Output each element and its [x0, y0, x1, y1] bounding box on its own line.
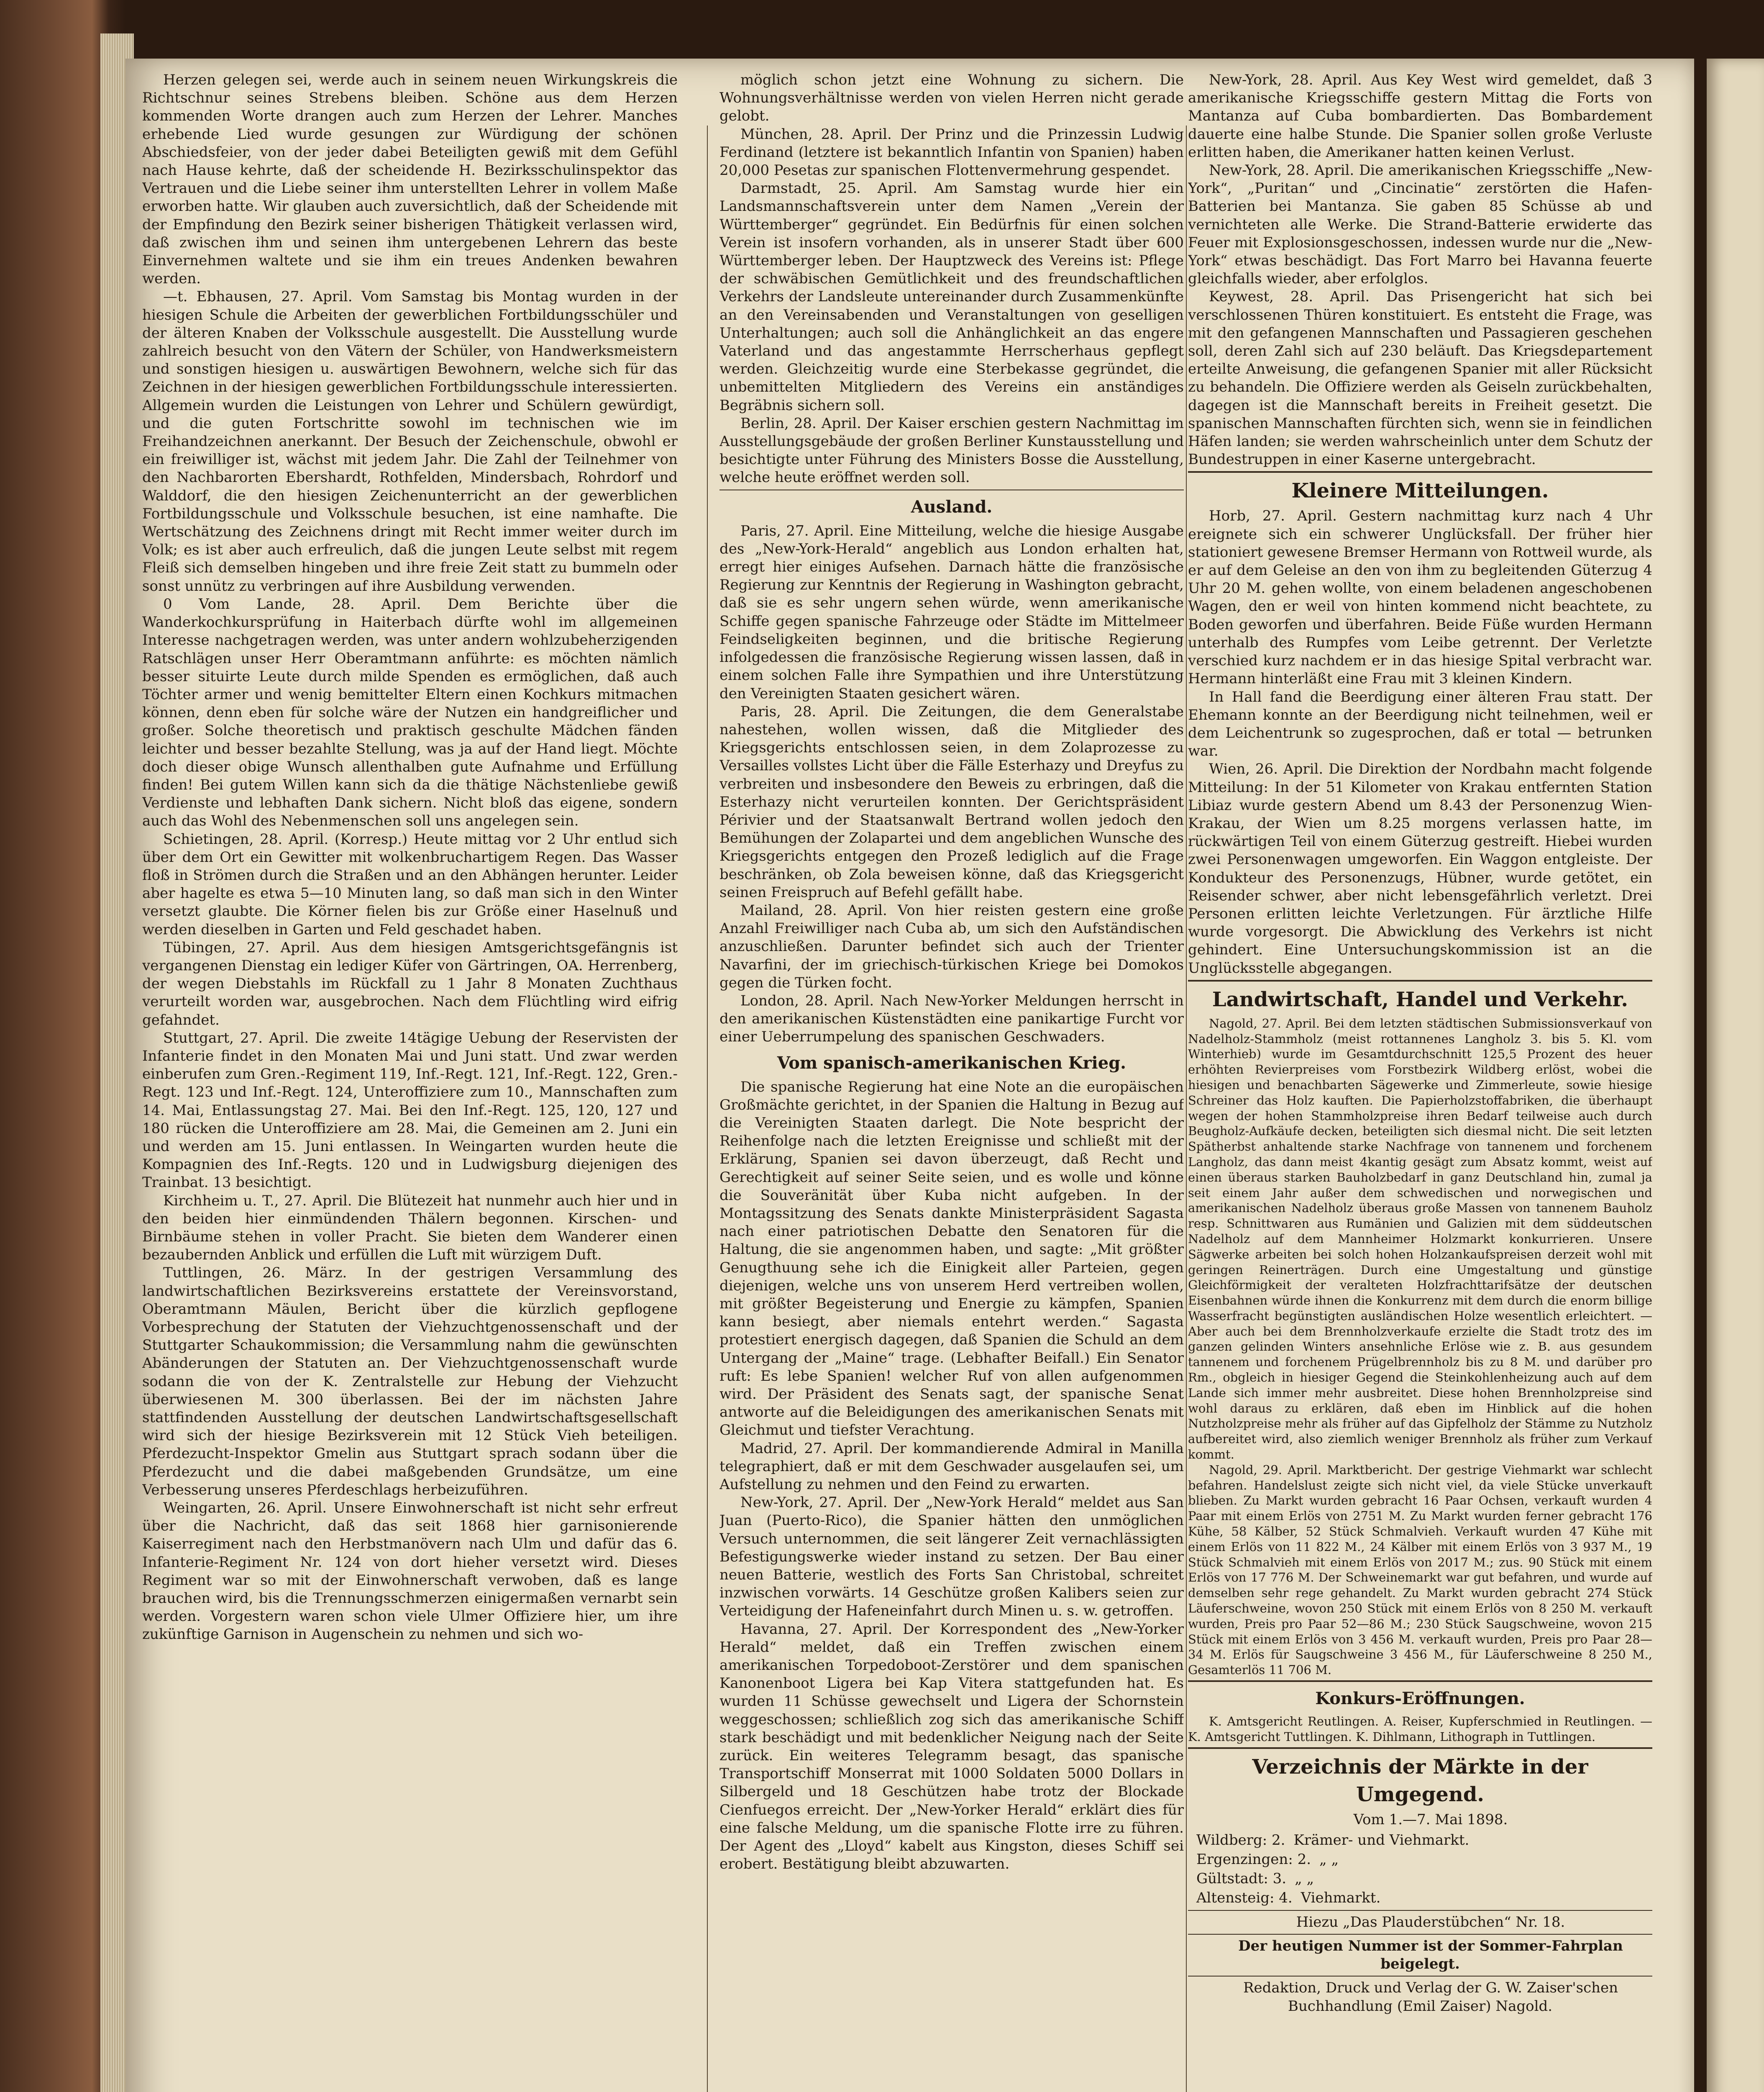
market-type: Viehmarkt.	[1301, 1889, 1381, 1906]
section-divider	[1188, 1934, 1652, 1935]
article-paragraph: Darmstadt, 25. April. Am Samstag wurde hier ein Landsmannschaftsverein unter dem Namen „Verein der Württemberger“ gegründet. Ein Bedürfnis für einen solchen Verein ist insofern vorhanden, als in unserer Stadt über 600 Württemberger leben. Der Hauptzweck des Vereins ist: Pflege der schwäbischen Gemütlichkeit und des freundschaftlichen Verkehrs der Landsleute untereinander durch Zusammenkünfte an den Vereinsabenden und Veranstaltungen von geselligen Unterhaltungen; auch soll die Anhänglichkeit an das engere Vaterland und das angestammte Herrscherhaus gepflegt werden. Gleichzeitig wurde eine Sterbekasse gegründet, die unbemittelten Mitgliedern des Vereins ein anständiges Begräbnis sichern soll.	[719, 180, 1184, 414]
section-divider	[1188, 1747, 1652, 1749]
article-paragraph: Mailand, 28. April. Von hier reisten gestern eine große Anzahl Freiwilliger nach Cuba ab, um sich den Aufständischen anzuschließen. Darunter befindet sich auch der Trienter Navarfini, der im griechisch-türkischen Kriege bei Domokos gegen die Türken focht.	[719, 902, 1184, 991]
market-type: Krämer- und Viehmarkt.	[1293, 1831, 1470, 1848]
section-heading-kleinere: Kleinere Mitteilungen.	[1291, 479, 1549, 503]
next-page-edge	[1707, 59, 1764, 2092]
markets-list	[1196, 1830, 1652, 1907]
article-paragraph: Berlin, 28. April. Der Kaiser erschien gestern Nachmittag im Ausstellungsgebäude der großen Berliner Kunstausstellung und besichtigte unter Führung des Ministers Bosse die Ausstellung, welche heute eröffnet werden soll.	[719, 415, 1184, 486]
timetable-notice: Der heutigen Nummer ist der Sommer-Fahrplan beigelegt.	[1238, 1938, 1623, 1973]
imprint: Redaktion, Druck und Verlag der G. W. Zaiser'schen Buchhandlung (Emil Zaiser) Nagold.	[1243, 1979, 1618, 2015]
section-heading-konkurs: Konkurs-Eröffnungen.	[1315, 1689, 1525, 1709]
article-paragraph: Nagold, 27. April. Bei dem letzten städtischen Submissionsverkauf von Nadelholz-Stammholz (meist rottannenes Langholz 3. bis 5. Kl. vom Winterhieb) wurde im Gesamtdurchschnitt 125,5 Prozent des heuer erhöhten Revierpreises vom Forstbezirk Wildberg erlöst, wobei die hiesigen und benachbarten Sägewerke und Zimmerleute, sowie hiesige Schreiner das Holz kauften. Die Papierholzstoffabriken, die überhaupt wegen der hohen Stammholzpreise ihren Bedarf teilweise auch durch Beugholz-Aufkäufe decken, beteiligten sich diesmal nicht. Die seit letzten Spätherbst anhaltende starke Nachfrage von tannenem und forchenem Langholz, das dann meist 4kantig gesägt zum Absatz kommt, weist auf einen überaus starken Bauholzbedarf in ganz Deutschland hin, zumal ja seit einem Jahr außer dem schwedischen und norwegischen und amerikanischen Nadelholz überaus große Massen von tannenem Bauholz resp. Schnittwaren aus Rumänien und Galizien mit dem süddeutschen Nadelholz auf dem Mannheimer Holzmarkt konkurrieren. Unsere Sägwerke arbeiten bei solch hohen Holzankaufspreisen derzeit wohl mit geringen Reinerträgen. Durch eine Umgestaltung und günstige Gleichförmigkeit der veralteten Holzfrachttarifsätze der deutschen Eisenbahnen würde ihnen die Konkurrenz mit dem durch die enorm billige Wasserfracht begünstigten ausländischen Holze wesentlich erleichtert. — Aber auch bei dem Brennholzverkaufe erzielte die Stadt trotz des im ganzen gelinden Winters ansehnliche Erlöse wie z. B. aus gesundem tannenem und forchenem Prügelbrennholz bis zu 8 M. und darüber pro Rm., obgleich in hiesiger Gegend die Steinkohlenheizung auch auf dem Lande sich immer mehr ausbreitet. Diese hohen Brennholzpreise sind wohl daraus zu erklären, daß eben im Hinblick auf die hohen Nutzholzpreise mehr als früher auf das Gipfelholz der Stämme zu Nutzholz aufbereitet wird, also ziemlich weniger Brennholz als früher zum Verkauf kommt.	[1188, 1016, 1652, 1462]
market-place: Altensteig: 4.	[1196, 1889, 1293, 1906]
section-divider	[1188, 1680, 1652, 1682]
column-1	[142, 71, 678, 2092]
article-paragraph: —t. Ebhausen, 27. April. Vom Samstag bis Montag wurden in der hiesigen Schule die Arbeiten der gewerblichen Fortbildungsschüler und der älteren Knaben der Volksschule ausgestellt. Die Ausstellung wurde zahlreich besucht von den Vätern der Schüler, von Handwerksmeistern und sonstigen hiesigen u. auswärtigen Bewohnern, welche sich für das Zeichnen in der hiesigen gewerblichen Fortbildungsschule interessierten. Allgemein wurden die Leistungen von Lehrer und Schülern gewürdigt, und die guten Fortschritte sowohl im technischen wie im Freihandzeichnen anerkannt. Der Besuch der Zeichenschule, obwohl er ein freiwilliger ist, wächst mit jedem Jahr. Die Zahl der Teilnehmer von den Nachbarorten Ebershardt, Rothfelden, Mindersbach, Rohrdorf und Walddorf, die den hiesigen Zeichenunterricht an der gewerblichen Fortbildungsschule und Volksschule besuchen, ist eine namhafte. Die Wertschätzung des Zeichnens dringt mit Recht immer weiter durch im Volk; es ist aber auch erfreulich, daß die jungen Leute selbst mit regem Fleiß sich demselben hingeben und ihre freie Zeit statt zu bummeln oder sonst unnütz zu verbringen auf ihre Ausbildung verwenden.	[142, 288, 678, 595]
article-paragraph: Horb, 27. April. Gestern nachmittag kurz nach 4 Uhr ereignete sich ein schwerer Unglücksfall. Der früher hier stationiert gewesene Bremser Hermann von Rottweil wurde, als er auf dem Geleise an den von ihm zu begleitenden Güterzug 4 Uhr 20 M. gehen wollte, von einem beladenen angeschobenen Wagen, den er weil von hinten kommend nicht beachtete, zu Boden geworfen und überfahren. Beide Füße wurden Hermann unterhalb des Rumpfes vom Leibe getrennt. Der Verletzte verschied kurz nachdem er in das hiesige Spital verbracht war. Hermann hinterläßt eine Frau mit 3 kleinen Kindern.	[1188, 508, 1652, 687]
column-2	[719, 71, 1184, 2092]
article-paragraph: Keywest, 28. April. Das Prisengericht hat sich bei verschlossenen Thüren konstituiert. Es entsteht die Frage, was mit den gefangenen Mannschaften und Passagieren geschehen soll, deren Zahl sich auf 230 beläuft. Das Kriegsdepartement erteilte Anweisung, die gefangenen Spanier mit aller Rücksicht zu behandeln. Die Offiziere werden als Geiseln zurückbehalten, dagegen ist die Mannschaft bereits in Freiheit gesetzt. Die spanischen Mannschaften fürchten sich, wenn sie in feindlichen Häfen landen; sie werden wahrscheinlich unter dem Schutz der Bundestruppen in einer Kaserne untergebracht.	[1188, 288, 1652, 468]
article-paragraph: Paris, 27. April. Eine Mitteilung, welche die hiesige Ausgabe des „New-York-Herald“ angeblich aus London erhalten hat, erregt hier einiges Aufsehen. Darnach hätte die französische Regierung zur Kenntnis der Regierung in Washington gebracht, daß sie es sehr ungern sehen würde, wenn amerikanische Schiffe gegen spanische Fahrzeuge oder Städte im Mittelmeer Feindseligkeiten beginnen, und die britische Regierung infolgedessen die französische Regierung wissen lassen, daß in einem solchen Falle ihre Sympathien und ihre Unterstützung den Vereinigten Staaten gesichert wären.	[719, 522, 1184, 702]
section-heading-markte: Verzeichnis der Märkte in der Umgegend.	[1252, 1755, 1588, 1806]
market-row	[1196, 1888, 1652, 1907]
article-paragraph: Tuttlingen, 26. März. In der gestrigen Versammlung des landwirtschaftlichen Bezirksvereins erstattete der Vereinsvorstand, Oberamtmann Mäulen, Bericht über die kürzlich gepflogene Vorbesprechung der Statuten der Viehzuchtgenossenschaft und der Stuttgarter Schaukommission; die Versammlung nahm die gewünschten Abänderungen der Statuten an. Der Viehzuchtgenossenschaft wurde sodann die von der K. Zentralstelle zur Hebung der Viehzucht überwiesenen M. 300 überlassen. Bei der im nächsten Jahre stattfindenden Ausstellung der deutschen Landwirtschaftsgesellschaft wird sich der hiesige Bezirksverein mit 12 Stück Vieh beteiligen. Pferdezucht-Inspektor Gmelin aus Stuttgart sprach sodann über die Pferdezucht und die dabei maßgebenden Grundsätze, um eine Verbesserung unseres Pferdeschlags herbeizuführen.	[142, 1264, 678, 1498]
section-heading-krieg: Vom spanisch-amerikanischen Krieg.	[777, 1053, 1127, 1073]
article-paragraph: Kirchheim u. T., 27. April. Die Blütezeit hat nunmehr auch hier und in den beiden hier einmündenden Thälern begonnen. Kirschen- und Birnbäume stehen in voller Pracht. Sie bieten dem Wanderer einen bezaubernden Anblick und erfüllen die Luft mit würzigem Duft.	[142, 1192, 678, 1264]
article-paragraph: Paris, 28. April. Die Zeitungen, die dem Generalstabe nahestehen, wollen wissen, daß die Mitglieder des Kriegsgerichts entschlossen seien, in dem Zolaprozesse zu Versailles vollstes Licht über die Fälle Esterhazy und Dreyfus zu verbreiten und insbesondere den Beweis zu erbringen, daß die Esterhazy nicht verurteilen konnten. Der Gerichtspräsident Périvier und der Staatsanwalt Bertrand wollen jedoch den Bemühungen der Zolapartei und dem angeblichen Wunsche des Kriegsgerichts entgegen den Prozeß lediglich auf die Frage beschränken, ob Zola beweisen könne, daß das Kriegsgericht seinen Freispruch auf Befehl gefällt habe.	[719, 703, 1184, 901]
section-divider	[1188, 471, 1652, 473]
market-place: Gültstadt: 3.	[1196, 1870, 1287, 1887]
market-row	[1196, 1830, 1652, 1850]
markets-period: Vom 1.—7. Mai 1898.	[1353, 1811, 1508, 1828]
article-paragraph: K. Amtsgericht Reutlingen. A. Reiser, Kupferschmied in Reutlingen. — K. Amtsgericht Tuttlingen. K. Dihlmann, Lithograph in Tuttlingen.	[1188, 1714, 1652, 1744]
article-paragraph: New-York, 28. April. Aus Key West wird gemeldet, daß 3 amerikanische Kriegsschiffe gestern Mittag die Forts von Mantanza auf Cuba bombardierten. Das Bombardement dauerte eine halbe Stunde. Die Spanier sollen große Verluste erlitten haben, die Amerikaner hatten keinen Verlust.	[1188, 72, 1652, 161]
article-paragraph: 0 Vom Lande, 28. April. Dem Berichte über die Wanderkochkursprüfung in Haiterbach dürfte wohl im allgemeinen Interesse nachgetragen werden, was unter andern wohlzubeherzigenden Ratschlägen unser Herr Oberamtmann anführte: es möchten nämlich besser situirte Leute durch milde Spenden es ermöglichen, daß auch Töchter armer und wenig bemittelter Eltern einen Kochkurs mitmachen können, denn eben für solche wäre der Nutzen ein handgreiflicher und großer. Solche theoretisch und praktisch geschulte Mädchen fänden leichter und besser bezahlte Stellung, was ja auf der Hand liegt. Möchte doch dieser obige Wunsch allenthalben gute Aufnahme und Erfüllung finden! Bei gutem Willen kann sich da die thätige Nächstenliebe gewiß Verdienste und lebhaften Dank sichern. Nicht bloß das eigene, sondern auch das Wohl des Nebenmenschen soll uns angelegen sein.	[142, 595, 678, 830]
article-paragraph: Havanna, 27. April. Der Korrespondent des „New-Yorker Herald“ meldet, daß ein Treffen zwischen einem amerikanischen Torpedoboot-Zerstörer und dem spanischen Kanonenboot Ligera bei Kap Vitera stattgefunden hat. Es wurden 11 Schüsse gewechselt und Ligera der Schornstein weggeschossen; schließlich zog sich das amerikanische Schiff stark beschädigt und mit bedenklicher Neigung nach der Seite zurück. Ein weiteres Telegramm besagt, das spanische Transportschiff Monserrat mit 1000 Soldaten 5000 Dollars in Silbergeld und 18 Geschützen habe trotz der Blockade Cienfuegos erreicht. Der „New-Yorker Herald“ erklärt dies für eine falsche Meldung, um die spanische Flotte irre zu führen. Der Agent des „Lloyd“ kabelt aus Kingston, dieses Schiff sei erobert. Bestätigung bleibt abzuwarten.	[719, 1620, 1184, 1873]
market-type: „ „	[1295, 1870, 1314, 1887]
section-divider	[1188, 1910, 1652, 1911]
article-paragraph: New-York, 27. April. Der „New-York Herald“ meldet aus San Juan (Puerto-Rico), die Spanier hätten den unmöglichen Versuch unternommen, die seit längerer Zeit vernachlässigten Befestigungswerke wieder instand zu setzen. Der Bau einer neuen Batterie, westlich des Forts San Christobal, schreitet inzwischen vorwärts. 14 Geschütze großen Kalibers seien zur Verteidigung der Hafeneinfahrt durch Minen u. s. w. getroffen.	[719, 1494, 1184, 1620]
article-paragraph: Schietingen, 28. April. (Korresp.) Heute mittag vor 2 Uhr entlud sich über dem Ort ein Gewitter mit wolkenbruchartigem Regen. Das Wasser floß in Strömen durch die Straßen und an den Abhängen herunter. Leider aber hagelte es etwa 5—10 Minuten lang, so daß man sich in den Winter versetzt glaubte. Die Körner fielen bis zur Größe einer Haselnuß und werden dieselben in Garten und Feld geschadet haben.	[142, 831, 678, 938]
article-paragraph: Tübingen, 27. April. Aus dem hiesigen Amtsgerichtsgefängnis ist vergangenen Dienstag ein lediger Küfer von Gärtringen, OA. Herrenberg, der wegen Diebstahls im Rückfall zu 1 Jahr 8 Monaten Zuchthaus verurteilt worden war, ausgebrochen. Nach dem Flüchtling wird eifrig gefahndet.	[142, 939, 678, 1028]
article-paragraph: In Hall fand die Beerdigung einer älteren Frau statt. Der Ehemann konnte an der Beerdigung nicht teilnehmen, weil er dem Leichentrunk so zugesprochen, daß er total — betrunken war.	[1188, 688, 1652, 760]
market-place: Ergenzingen: 2.	[1196, 1851, 1311, 1868]
column-3	[1188, 71, 1652, 2092]
supplement-notice: Hiezu „Das Plauderstübchen“ Nr. 18.	[1296, 1913, 1565, 1930]
section-divider	[1188, 980, 1652, 982]
article-paragraph: Herzen gelegen sei, werde auch in seinem neuen Wirkungskreis die Richtschnur seines Strebens bleiben. Schöne aus dem Herzen kommenden Worte drangen auch zum Herzen der Lehrer. Manches erhebende Lied wurde gesungen zur Würdigung der schönen Abschiedsfeier, von der jeder dabei Beteiligten gewiß mit dem Gefühl nach Hause kehrte, daß der scheidende H. Bezirksschulinspektor das Vertrauen und die Liebe seiner ihm unterstellten Lehrer in vollem Maße erworben hatte. Wir glauben auch zuversichtlich, daß der Scheidende mit der Empfindung den Bezirk seiner bisherigen Thätigkeit verlassen wird, daß zwischen ihm und seinen ihm untergebenen Lehrern das beste Einvernehmen waltete und sie ihm ein treues Andenken bewahren werden.	[142, 72, 678, 287]
market-row	[1196, 1869, 1652, 1888]
article-paragraph: Die spanische Regierung hat eine Note an die europäischen Großmächte gerichtet, in der Spanien die Haltung in Bezug auf die Vereinigten Staaten darlegt. Die Note bespricht der Reihenfolge nach die letzten Ereignisse und schließt mit der Erklärung, Spanien sei davon überzeugt, daß Recht und Gerechtigkeit auf seiner Seite seien, und es wolle und könne die Souveränität über Kuba nicht aufgeben. In der Montagssitzung des Senats dankte Ministerpräsident Sagasta nach einer patriotischen Debatte den Senatoren für die Haltung, die sie angenommen haben, und sagte: „Mit größter Genugthuung sehe ich die Einigkeit aller Parteien, gegen diejenigen, welche uns von unserem Herd vertreiben wollen, mit größter Begeisterung und Energie zu kämpfen, Spanien kann besiegt, aber niemals entehrt werden.“ Sagasta protestiert energisch dagegen, daß Spanien die Schuld an dem Untergang der „Maine“ trage. (Lebhafter Beifall.) Ein Senator ruft: Es lebe Spanien! welcher Ruf von allen aufgenommen wird. Der Präsident des Senats sagt, der spanische Senat antworte auf die Beleidigungen des amerikanischen Senats mit Gleichmut und tiefster Verachtung.	[719, 1078, 1184, 1439]
column-rule	[1186, 126, 1187, 2092]
market-type: „ „	[1319, 1851, 1339, 1868]
section-heading-landwirtschaft: Landwirtschaft, Handel und Verkehr.	[1212, 987, 1628, 1011]
article-paragraph: Stuttgart, 27. April. Die zweite 14tägige Uebung der Reservisten der Infanterie findet in den Monaten Mai und Juni statt. Und zwar werden einberufen zum Gren.-Regiment 119, Inf.-Regt. 121, Inf.-Regt. 122, Gren.-Regt. 123 und Inf.-Regt. 124, Unteroffiziere zum 10., Mannschaften zum 14. Mai, Entlassungstag 27. Mai. Bei den Inf.-Regt. 125, 120, 127 und 180 rücken die Unteroffiziere am 28. Mai, die Gemeinen am 2. Juni ein und werden am 15. Juni entlassen. In Weingarten wurden heute die Kompagnien des Inf.-Regts. 120 und in Ludwigsburg diejenigen des Trainbat. 13 besichtigt.	[142, 1029, 678, 1191]
section-divider	[1188, 1976, 1652, 1977]
article-paragraph: Weingarten, 26. April. Unsere Einwohnerschaft ist nicht sehr erfreut über die Nachricht, daß das seit 1868 hier garnisonierende Kaiserregiment nach den Herbstmanövern nach Ulm und dafür das 6. Infanterie-Regiment Nr. 124 von dort hieher versetzt wird. Dieses Regiment war so mit der Einwohnerschaft verwoben, daß es lange brauchen wird, bis die Trennungsschmerzen einigermaßen vernarbt sein werden. Vorgestern waren schon viele Ulmer Offiziere hier, um ihre zukünftige Garnison in Augenschein zu nehmen und sich wo-	[142, 1500, 678, 1643]
article-paragraph: Wien, 26. April. Die Direktion der Nordbahn macht folgende Mitteilung: In der 51 Kilometer von Krakau entfernten Station Libiaz wurde gestern Abend um 8.43 der Personenzug Wien-Krakau, der Wien um 8.25 morgens verlassen hatte, im rückwärtigen Teil von einem Güterzug gestreift. Hiebei wurden zwei Personenwagen umgeworfen. Ein Waggon entgleiste. Der Kondukteur des Personenzugs, Hübner, wurde getötet, ein Reisender schwer, aber nicht lebensgefährlich verletzt. Drei Personen erlitten leichte Verletzungen. Für ärztliche Hilfe wurde vorgesorgt. Die Abwicklung des Verkehrs ist nicht gehindert. Eine Untersuchungskommission ist an die Unglücksstelle abgegangen.	[1188, 761, 1652, 977]
article-paragraph: Madrid, 27. April. Der kommandierende Admiral in Manilla telegraphiert, daß er mit dem Geschwader ausgelaufen sei, um Aufstellung zu nehmen und den Feind zu erwarten.	[719, 1440, 1184, 1493]
section-heading-ausland: Ausland.	[911, 497, 993, 517]
market-row	[1196, 1850, 1652, 1869]
article-paragraph: möglich schon jetzt eine Wohnung zu sichern. Die Wohnungsverhältnisse werden von vielen Herren nicht gerade gelobt.	[719, 72, 1184, 125]
article-paragraph: New-York, 28. April. Die amerikanischen Kriegsschiffe „New-York“, „Puritan“ und „Cincinatie“ zerstörten die Hafen-Batterien bei Mantanza. Sie gaben 85 Schüsse ab und vernichteten alle Werke. Die Strand-Batterie erwiderte das Feuer mit Explosionsgeschossen, indessen wurde nur die „New-York“ etwas beschädigt. Das Fort Marro bei Havanna feuerte gleichfalls wieder, aber erfolglos.	[1188, 162, 1652, 287]
article-paragraph: München, 28. April. Der Prinz und die Prinzessin Ludwig Ferdinand (letztere ist bekanntlich Infantin von Spanien) haben 20,000 Pesetas zur spanischen Flottenvermehrung gespendet.	[719, 126, 1184, 179]
column-rule	[707, 126, 708, 2092]
market-place: Wildberg: 2.	[1196, 1831, 1285, 1848]
article-paragraph: London, 28. April. Nach New-Yorker Meldungen herrscht in den amerikanischen Küstenstädten eine panikartige Furcht vor einer Ueberrumpelung des spanischen Geschwaders.	[719, 992, 1184, 1046]
article-paragraph: Nagold, 29. April. Marktbericht. Der gestrige Viehmarkt war schlecht befahren. Handelslust zeigte sich nicht viel, da viele Stücke unverkauft blieben. Zu Markt wurden gebracht 16 Paar Ochsen, verkauft wurden 4 Paar mit einem Erlös von 2751 M. Zu Markt wurden ferner gebracht 176 Kühe, 58 Kälber, 52 Stück Schmalvieh. Verkauft wurden 47 Kühe mit einem Erlös von 11 822 M., 24 Kälber mit einem Erlös von 3 937 M., 19 Stück Schmalvieh mit einem Erlös von 2017 M.; zus. 90 Stück mit einem Erlös von 17 776 M. Der Schweinemarkt war gut befahren, und wurde auf demselben sehr rege gehandelt. Zu Markt wurden gebracht 274 Stück Läuferschweine, wovon 250 Stück mit einem Erlös von 8 250 M. verkauft wurden, Preis pro Paar 52—86 M.; 230 Stück Saugschweine, wovon 215 Stück mit einem Erlös von 3 456 M. verkauft wurden, Preis pro Paar 28—34 M. Erlös für Saugschweine 3 456 M., für Läuferschweine 8 250 M., Gesamterlös 11 706 M.	[1188, 1462, 1652, 1677]
